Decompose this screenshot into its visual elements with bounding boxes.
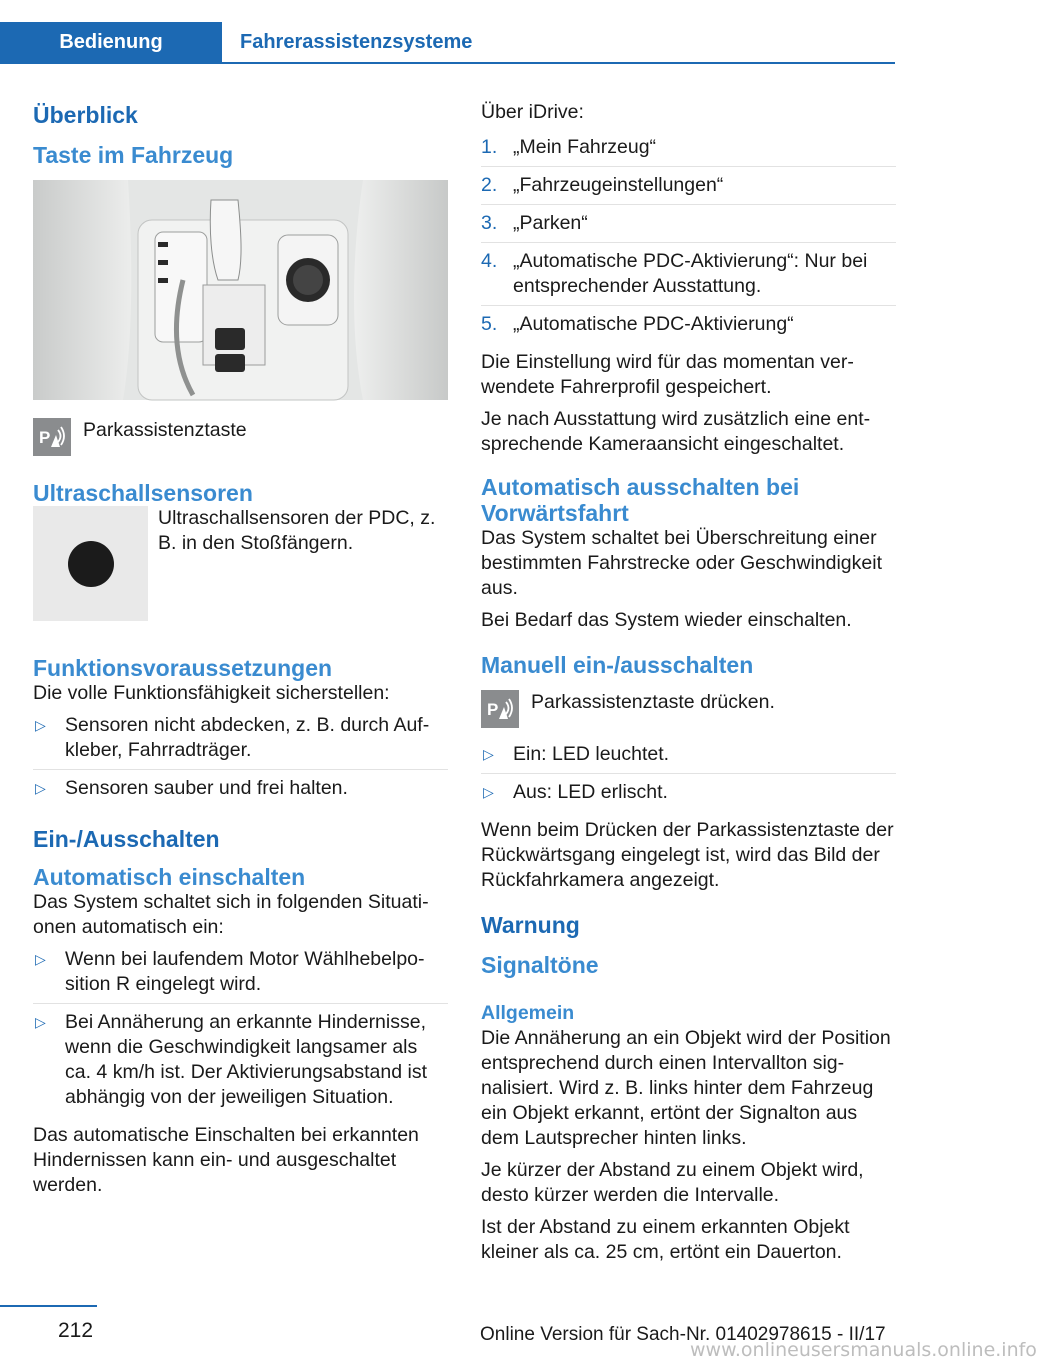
- svg-text:P: P: [39, 428, 51, 447]
- general-text: Die Annäherung an ein Objekt wird der Position entsprechend durch einen Intervallton signalisiert. Wird z. B. links hinter dem Fahrzeug ein Objekt erkannt, ertönt der Signalton aus dem Lautsprecher hinten links.: [481, 1027, 891, 1149]
- triangle-right-icon: ▷: [35, 1014, 46, 1030]
- list-item: ▷ Aus: LED erlischt.: [483, 781, 668, 803]
- parking-assistant-icon: [481, 690, 519, 728]
- requirements-list: [33, 713, 448, 807]
- heading-button-in-vehicle: Taste im Fahrzeug: [33, 142, 234, 168]
- list-item: 1. „Mein Fahrzeug“: [481, 135, 896, 167]
- heading-auto-off: Automatisch ausschalten bei Vorwärtsfahrt: [481, 474, 800, 526]
- heading-requirements: Funktionsvoraussetzungen: [33, 655, 333, 681]
- triangle-right-icon: ▷: [483, 746, 494, 762]
- list-item: 3. „Parken“: [481, 211, 896, 243]
- auto-off-text-2: Bei Bedarf das System wieder einschalten.: [481, 609, 852, 631]
- auto-on-outro: Das automatische Einschalten bei erkannten Hindernissen kann ein- und ausgeschaltet werden.: [33, 1124, 419, 1196]
- manual-legend: [481, 690, 896, 728]
- park-button-legend: [33, 418, 448, 456]
- heading-signals: Signaltöne: [481, 952, 599, 978]
- heading-overview: Überblick: [33, 102, 138, 128]
- center-console-photo: [33, 180, 448, 400]
- list-item: ▷ Ein: LED leuchtet.: [481, 742, 896, 774]
- tab-fahrerassistenzsysteme: Fahrerassistenzsysteme: [240, 30, 473, 53]
- interval-text: Je kürzer der Abstand zu einem Objekt wird, desto kürzer werden die Intervalle.: [481, 1159, 864, 1206]
- auto-on-list: [33, 947, 448, 1116]
- continuous-text: Ist der Abstand zu einem erkannten Objekt kleiner als ca. 25 cm, ertönt ein Dauerton.: [481, 1216, 850, 1263]
- list-item: ▷ Sensoren sauber und frei halten.: [35, 777, 348, 799]
- page-header: [0, 0, 895, 64]
- idrive-steps: [481, 135, 896, 343]
- heading-ultrasonic-sensors: Ultraschallsensoren: [33, 480, 253, 506]
- page-number: 212: [58, 1319, 94, 1342]
- heading-manual: Manuell ein-/ausschalten: [481, 652, 754, 678]
- auto-off-text: Das System schaltet bei Überschreitung einer bestimmten Fahrstrecke oder Geschwindigkeit aus.: [481, 527, 882, 599]
- reverse-text: Wenn beim Drücken der Parkassistenztaste der Rückwärtsgang eingelegt ist, wird das Bild der Rückfahrkamera angezeigt.: [481, 819, 894, 891]
- list-item: ▷ Bei Annäherung an erkannte Hindernisse, wenn die Geschwindigkeit langsamer als ca. 4 km/h ist. Der Aktivierungsabstand ist abhängig von der jeweiligen Situation.: [35, 1011, 427, 1108]
- list-item: 5. „Automatische PDC-Aktivierung“: [481, 313, 794, 335]
- triangle-right-icon: ▷: [35, 780, 46, 796]
- ultrasonic-sensor-caption: Ultraschallsensoren der PDC, z. B. in den Stoßfängern.: [158, 507, 436, 554]
- right-column: [481, 100, 896, 1272]
- heading-auto-on: Automatisch einschalten: [33, 864, 306, 890]
- manual-list: [481, 742, 896, 811]
- camera-text: Je nach Ausstattung wird zusätzlich eine entsprechende Kameraansicht eingeschaltet.: [481, 408, 871, 455]
- heading-on-off: Ein-/Ausschalten: [33, 826, 220, 852]
- parking-assistant-icon: [33, 418, 71, 456]
- triangle-right-icon: ▷: [35, 717, 46, 733]
- triangle-right-icon: ▷: [35, 951, 46, 967]
- list-item: ▷ Sensoren nicht abdecken, z. B. durch Aufkleber, Fahrradträger.: [33, 713, 448, 770]
- list-item: ▷ Wenn bei laufendem Motor Wählhebelposition R eingelegt wird.: [33, 947, 448, 1004]
- heading-general: Allgemein: [481, 1002, 575, 1024]
- online-version-note: Online Version für Sach-Nr. 01402978615 - II/17: [480, 1324, 886, 1345]
- manual-caption: Parkassistenztaste drücken.: [531, 691, 775, 713]
- auto-on-intro: Das System schaltet sich in folgenden Situationen automatisch ein:: [33, 891, 429, 938]
- tab-bedienung: Bedienung: [0, 22, 222, 62]
- profile-text: Die Einstellung wird für das momentan verwendete Fahrerprofil gespeichert.: [481, 351, 854, 398]
- ultrasonic-sensor-legend: [33, 506, 448, 621]
- list-item: 2. „Fahrzeugeinstellungen“: [481, 173, 896, 205]
- watermark: www.onlineusersmanuals.online.info: [690, 1339, 1037, 1361]
- footer-rule: [0, 1305, 97, 1307]
- requirements-intro: Die volle Funktionsfähigkeit sicherstellen:: [33, 682, 390, 704]
- sensor-dot: [68, 541, 114, 587]
- left-column: [33, 100, 448, 1205]
- svg-text:P: P: [487, 700, 499, 719]
- list-item: 4. „Automatische PDC-Aktivierung“: Nur bei entsprechender Ausstattung.: [481, 249, 896, 306]
- park-button-caption: Parkassistenztaste: [83, 419, 247, 441]
- triangle-right-icon: ▷: [483, 784, 494, 800]
- idrive-intro: Über iDrive:: [481, 101, 584, 123]
- ultrasonic-sensor-image: [33, 506, 148, 621]
- heading-warning: Warnung: [481, 912, 580, 938]
